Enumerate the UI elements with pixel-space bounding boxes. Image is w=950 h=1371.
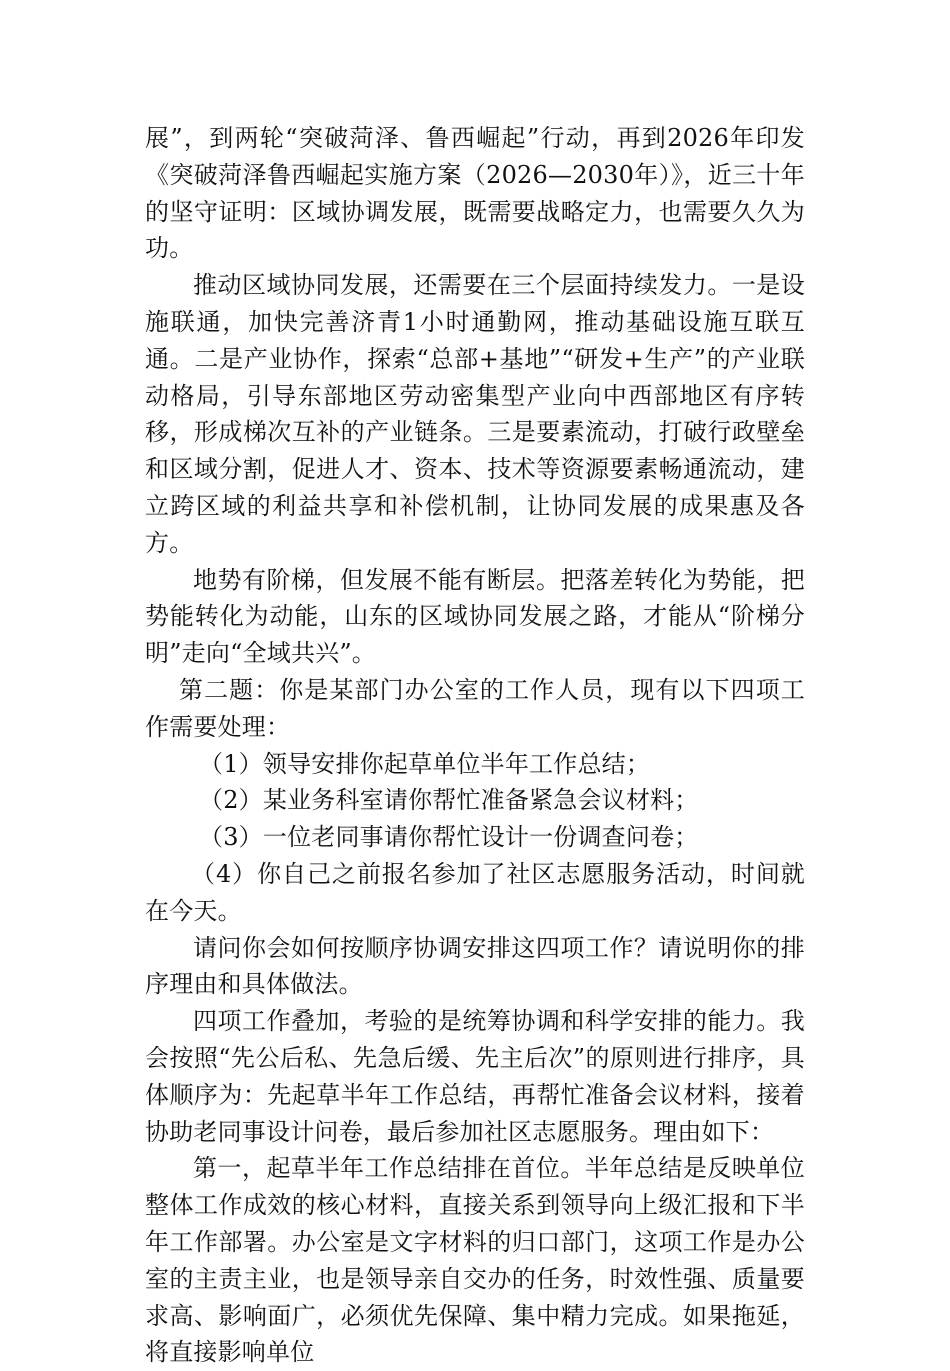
document-page <box>145 120 805 1371</box>
question-prompt: 请问你会如何按顺序协调安排这四项工作？请说明你的排序理由和具体做法。 <box>145 933 805 999</box>
paragraph-regional-coordination: 推动区域协同发展，还需要在三个层面持续发力。一是设施联通，加快完善济青1小时通勤网，推动基础设施互联互通。二是产业协作，探索“总部+基地”“研发+生产”的产业联动格局，引导东部地区劳动密集型产业向中西部地区有序转移，形成梯次互补的产业链条。三是要素流动，打破行政壁垒和区域分割，促进人才、资本、技术等资源要素畅通流动，建立跨区域的利益共享和补偿机制，让协同发展的成果惠及各方。 <box>145 271 805 557</box>
task-item-2: （2）某业务科室请你帮忙准备紧急会议材料； <box>199 786 699 815</box>
answer-point-1: 第一，起草半年工作总结排在首位。半年总结是反映单位整体工作成效的核心材料，直接关系到领导向上级汇报和下半年工作部署。办公室是文字材料的归口部门，这项工作是办公室的主责主业，也是领导亲自交办的任务，时效性强、质量要求高、影响面广，必须优先保障、集中精力完成。如果拖延，将直接影响单位 <box>145 1154 805 1367</box>
task-item-4: （4）你自己之前报名参加了社区志愿服务活动，时间就在今天。 <box>145 859 805 925</box>
answer-intro: 四项工作叠加，考验的是统筹协调和科学安排的能力。我会按照“先公后私、先急后缓、先主后次”的原则进行排序，具体顺序为：先起草半年工作总结，再帮忙准备会议材料，接着协助老同事设计问卷，最后参加社区志愿服务。理由如下： <box>145 1007 805 1146</box>
task-item-1: （1）领导安排你起草单位半年工作总结； <box>199 749 651 778</box>
paragraph-continuation: 展”，到两轮“突破菏泽、鲁西崛起”行动，再到2026年印发《突破菏泽鲁西崛起实施方案（2026—2030年）》，近三十年的坚守证明：区域协调发展，既需要战略定力，也需要久久为功。 <box>145 124 805 263</box>
paragraph-conclusion: 地势有阶梯，但发展不能有断层。把落差转化为势能，把势能转化为动能，山东的区域协同发展之路，才能从“阶梯分明”走向“全域共兴”。 <box>145 565 805 668</box>
task-item-3: （3）一位老同事请你帮忙设计一份调查问卷； <box>199 823 699 852</box>
question-two-heading: 第二题：你是某部门办公室的工作人员，现有以下四项工作需要处理： <box>145 675 805 741</box>
